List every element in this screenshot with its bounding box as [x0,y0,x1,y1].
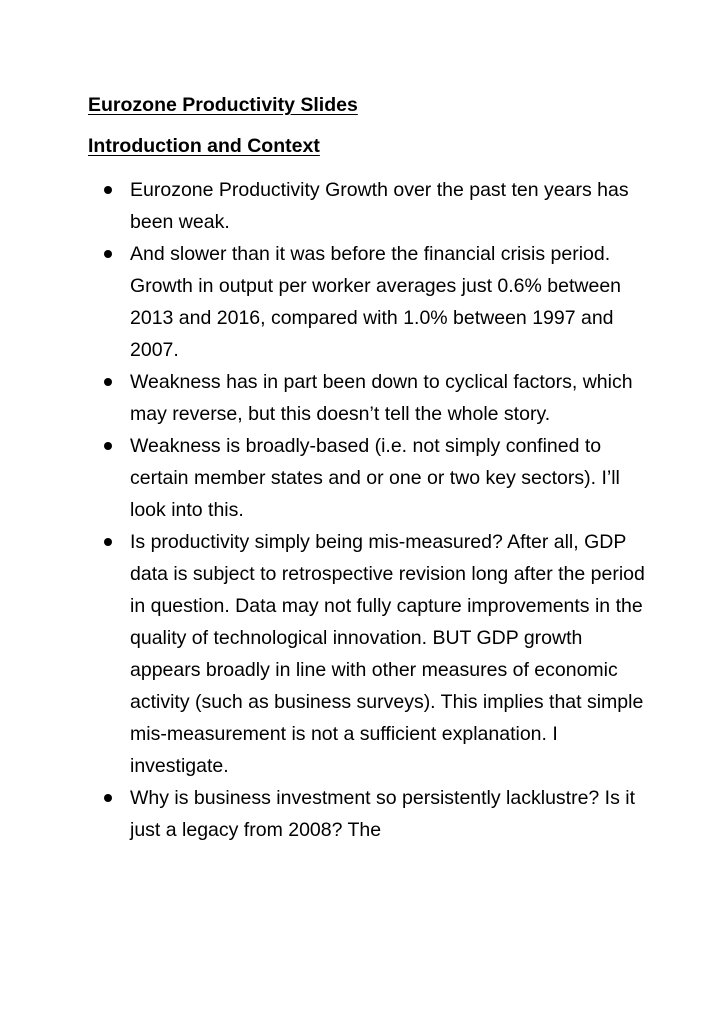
list-item [88,782,650,846]
bullet-list [88,174,650,846]
list-item [88,238,650,366]
bullet-text: And slower than it was before the financial crisis period. Growth in output per worker averages just 0.6% between 2013 and 2016, compared with 1.0% between 1997 and 2007. [130,243,622,361]
bullet-icon [104,250,112,258]
bullet-icon [104,538,112,546]
bullet-text: Is productivity simply being mis-measured? After all, GDP data is subject to retrospective revision long after the period in question. Data may not fully capture improvements in the quality of technological innovation. BUT GDP growth appears broadly in line with other measures of economic activity (such as business surveys). This implies that simple mis-measurement is not a sufficient explanation. I investigate. [130,531,645,777]
list-item [88,174,650,238]
bullet-text: Why is business investment so persistently lacklustre? Is it just a legacy from 2008? The [130,787,636,841]
list-item [88,430,650,526]
bullet-icon [104,186,112,194]
bullet-icon [104,794,112,802]
bullet-text: Weakness is broadly-based (i.e. not simply confined to certain member states and or one or two key sectors). I’ll look into this. [130,435,620,521]
bullet-text: Eurozone Productivity Growth over the past ten years has been weak. [130,179,629,233]
list-item [88,366,650,430]
bullet-icon [104,442,112,450]
list-item [88,526,650,782]
bullet-text: Weakness has in part been down to cyclical factors, which may reverse, but this doesn’t tell the whole story. [130,371,633,425]
bullet-icon [104,378,112,386]
document-title: Eurozone Productivity Slides [88,94,358,116]
section-heading: Introduction and Context [88,135,320,157]
